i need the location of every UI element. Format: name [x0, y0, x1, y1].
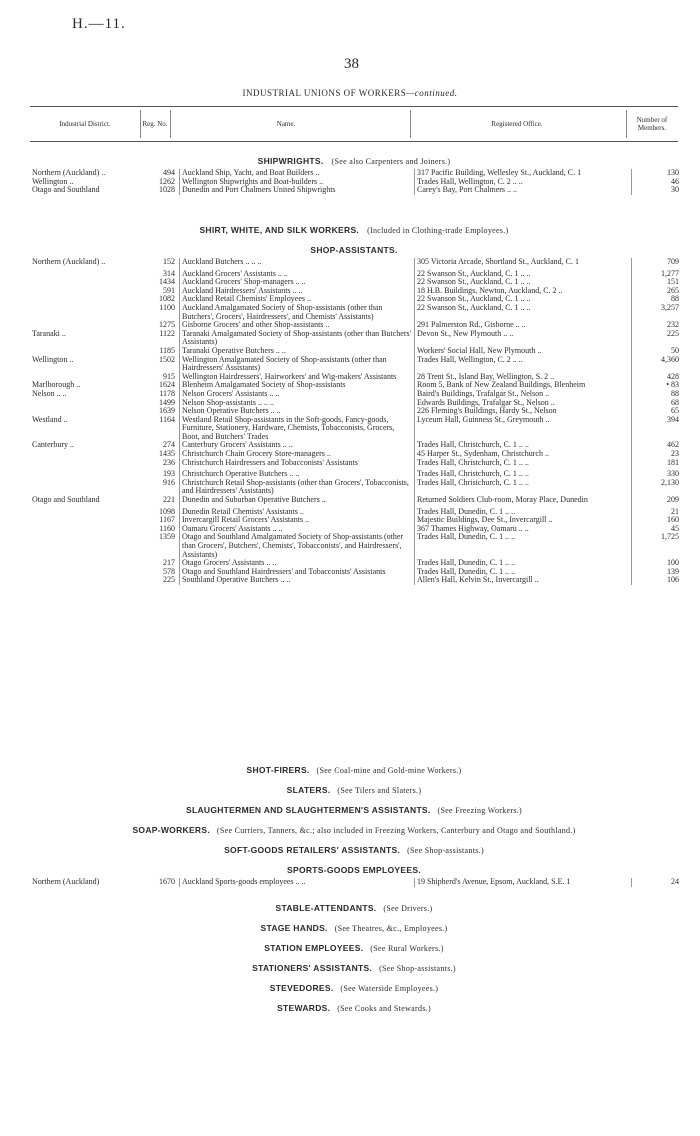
office-cell: 367 Thames Highway, Oamaru .. ..: [415, 525, 632, 534]
section-heading: SPORTS-GOODS EMPLOYEES.: [287, 865, 421, 875]
page-number: 38: [344, 56, 359, 72]
district-cell: Otago and Southland: [32, 495, 100, 505]
district-cell: Westland ..: [32, 414, 68, 424]
reg-no-cell: 916: [139, 479, 180, 496]
district-cell: Northern (Auckland): [32, 877, 100, 886]
office-cell: Trades Hall, Wellington, C. 2 .. ..: [415, 178, 632, 187]
table-row: [30, 304, 685, 321]
district-cell: Marlborough ..: [32, 380, 81, 390]
name-cell: Blenheim Amalgamated Society of Shop-assistants: [180, 381, 415, 390]
table-row: [30, 267, 685, 279]
reg-no-cell: 193: [139, 467, 180, 479]
office-cell: Workers' Social Hall, New Plymouth ..: [415, 347, 632, 356]
reg-no-cell: 1160: [139, 525, 180, 534]
members-cell: 2,130: [661, 477, 679, 487]
cross-reference: [30, 998, 678, 1018]
members-cell: 88: [671, 388, 679, 398]
members-cell: 21: [671, 506, 679, 516]
members-cell: 4,360: [661, 354, 679, 364]
cross-reference-heading: SLATERS.: [286, 785, 331, 795]
cross-reference-note: (See Shop-assistants.): [372, 964, 456, 973]
office-cell: Trades Hall, Christchurch, C. 1 .. ..: [415, 479, 632, 496]
cross-reference-heading: STATIONERS' ASSISTANTS.: [252, 963, 373, 973]
section-shirt-workers: [30, 222, 678, 238]
section-shipwrights: [30, 153, 678, 195]
members-cell: 709: [667, 257, 679, 266]
table-row: [30, 576, 685, 585]
reg-no-cell: 1499: [139, 399, 180, 408]
office-cell: Trades Hall, Dunedin, C. 1 .. ..: [415, 533, 632, 559]
section-see-note: (Included in Clothing-trade Employees.): [367, 226, 509, 235]
name-cell: Wellington Shipwrights and Boat-builders ..: [180, 178, 415, 187]
table-row: [30, 533, 685, 559]
name-cell: Wellington Hairdressers', Hairworkers' and Wig-makers' Assistants: [180, 373, 415, 382]
cross-reference-heading: STABLE-ATTENDANTS.: [275, 903, 377, 913]
reg-no-cell: 221: [139, 496, 180, 505]
office-cell: Baird's Buildings, Trafalgar St., Nelson ..: [415, 390, 632, 399]
office-cell: 22 Swanson St., Auckland, C. 1 .. ..: [415, 278, 632, 287]
table-row: [30, 373, 685, 382]
office-cell: 317 Pacific Building, Wellesley St., Auckland, C. 1: [415, 169, 632, 178]
reg-no-cell: 236: [139, 459, 180, 468]
cross-reference: [30, 780, 678, 800]
cross-reference-heading: SOFT-GOODS RETAILERS' ASSISTANTS.: [224, 845, 401, 855]
office-cell: Trades Hall, Wellington, C. 2 .. ..: [415, 356, 632, 373]
name-cell: Gisborne Grocers' and other Shop-assistants ..: [180, 321, 415, 330]
table-row: [30, 459, 685, 468]
district-cell: [30, 304, 139, 321]
reg-no-cell: 915: [139, 373, 180, 382]
reg-no-cell: 1502: [139, 356, 180, 373]
district-cell: [30, 559, 139, 568]
table-row: [30, 178, 685, 187]
office-cell: Returned Soldiers Club-room, Moray Place, Dunedin: [415, 496, 632, 505]
office-cell: Carey's Bay, Port Chalmers .. ..: [415, 186, 632, 195]
cross-reference: [30, 820, 678, 840]
column-district: Industrial District.: [59, 120, 111, 128]
district-cell: Taranaki ..: [32, 328, 66, 338]
district-cell: [30, 450, 139, 459]
office-cell: 22 Swanson St., Auckland, C. 1 .. ..: [415, 295, 632, 304]
office-cell: Trades Hall, Dunedin, C. 1 .. ..: [415, 568, 632, 577]
name-cell: Christchurch Hairdressers and Tobacconists' Assistants: [180, 459, 415, 468]
column-reg-no: Reg. No.: [142, 120, 168, 128]
members-cell: 30: [671, 185, 679, 195]
office-cell: Lyceum Hall, Guinness St., Greymouth ..: [415, 416, 632, 442]
name-cell: Invercargill Retail Grocers' Assistants ..: [180, 516, 415, 525]
table-row: [30, 416, 685, 442]
district-cell: [30, 525, 139, 534]
members-cell: 130: [667, 168, 679, 177]
name-cell: Christchurch Retail Shop-assistants (other than Grocers', Tobacconists, and Hairdressers' Assistants): [180, 479, 415, 496]
table-row: [30, 505, 685, 517]
office-cell: 291 Palmerston Rd., Gisborne .. ..: [415, 321, 632, 330]
cross-reference: [30, 800, 678, 820]
cross-reference-note: (See Rural Workers.): [363, 944, 444, 953]
office-cell: 19 Shipherd's Avenue, Epsom, Auckland, S.E. 1: [415, 878, 632, 887]
reg-no-cell: 1435: [139, 450, 180, 459]
members-cell: 68: [671, 397, 679, 407]
reg-no-cell: 1359: [139, 533, 180, 559]
members-cell: 50: [671, 345, 679, 355]
table-row: [30, 330, 685, 347]
name-cell: Auckland Butchers .. .. ..: [180, 258, 415, 267]
office-cell: 22 Swanson St., Auckland, C. 1 .. ..: [415, 267, 632, 279]
district-cell: Northern (Auckland) ..: [32, 168, 106, 177]
members-cell: 45: [671, 523, 679, 533]
district-cell: Canterbury ..: [32, 440, 74, 450]
shop-assistants-table: [30, 258, 685, 585]
cross-reference-heading: SOAP-WORKERS.: [132, 825, 211, 835]
cross-reference-list-2: [30, 898, 678, 1018]
office-cell: 45 Harper St., Sydenham, Christchurch ..: [415, 450, 632, 459]
office-cell: 28 Trent St., Island Bay, Wellington, S. 2 ..: [415, 373, 632, 382]
reg-no-cell: 225: [139, 576, 180, 585]
sports-goods-table: [30, 878, 685, 887]
page-title-suffix: —continued.: [406, 88, 458, 98]
reg-no-cell: 1028: [139, 186, 180, 195]
reg-no-cell: 1167: [139, 516, 180, 525]
district-cell: [30, 267, 139, 279]
table-row: [30, 169, 685, 178]
table-row: [30, 186, 685, 195]
reg-no-cell: 152: [139, 258, 180, 267]
section-heading-text: SHIRT, WHITE, AND SILK WORKERS.: [199, 225, 360, 235]
cross-reference-heading: SLAUGHTERMEN AND SLAUGHTERMEN'S ASSISTANTS.: [185, 805, 431, 815]
district-cell: [30, 459, 139, 468]
name-cell: Christchurch Operative Butchers .. ..: [180, 467, 415, 479]
district-cell: [30, 568, 139, 577]
cross-reference-heading: STEWARDS.: [277, 1003, 331, 1013]
table-row: [30, 479, 685, 496]
table-row: [30, 441, 685, 450]
table-row: [30, 287, 685, 296]
table-row: [30, 878, 685, 887]
cross-reference: [30, 958, 678, 978]
office-cell: 22 Swanson St., Auckland, C. 1 .. ..: [415, 304, 632, 321]
reg-no-cell: 1122: [139, 330, 180, 347]
table-row: [30, 258, 685, 267]
district-cell: Nelson .. ..: [32, 388, 67, 398]
members-cell: 65: [671, 406, 679, 416]
name-cell: Auckland Sports-goods employees .. ..: [180, 878, 415, 887]
table-row: [30, 516, 685, 525]
members-cell: 1,725: [661, 532, 679, 542]
office-cell: Room 5, Bank of New Zealand Buildings, Blenheim: [415, 381, 632, 390]
column-name: Name.: [276, 120, 296, 128]
table-row: [30, 399, 685, 408]
name-cell: Dunedin and Port Chalmers United Shipwrights: [180, 186, 415, 195]
cross-reference-list: [30, 760, 678, 860]
office-cell: Trades Hall, Christchurch, C. 1 .. ..: [415, 459, 632, 468]
table-row: [30, 381, 685, 390]
cross-reference: [30, 978, 678, 998]
office-cell: Trades Hall, Dunedin, C. 1 .. ..: [415, 559, 632, 568]
district-cell: [30, 287, 139, 296]
district-cell: [30, 533, 139, 559]
members-cell: 225: [667, 328, 679, 338]
section-shop-assistants: [30, 242, 678, 585]
reg-no-cell: 217: [139, 559, 180, 568]
name-cell: Auckland Ship, Yacht, and Boat Builders ..: [180, 169, 415, 178]
members-cell: 106: [667, 575, 679, 585]
members-cell: 1,277: [661, 268, 679, 278]
cross-reference-note: (See Curriers, Tanners, &c.; also included in Freezing Workers, Canterbury and Otago and Southland.): [210, 826, 576, 835]
members-cell: • 83: [666, 380, 679, 390]
members-cell: 23: [671, 449, 679, 459]
name-cell: Wellington Amalgamated Society of Shop-assistants (other than Hairdressers' Assistants): [180, 356, 415, 373]
cross-reference: [30, 898, 678, 918]
name-cell: Auckland Hairdressers' Assistants .. ..: [180, 287, 415, 296]
section-heading: SHOP-ASSISTANTS.: [310, 245, 398, 255]
office-cell: 226 Fleming's Buildings, Hardy St., Nelson: [415, 407, 632, 416]
members-cell: 24: [671, 877, 679, 886]
table-row: [30, 278, 685, 287]
reg-no-cell: 578: [139, 568, 180, 577]
name-cell: Otago Grocers' Assistants .. ..: [180, 559, 415, 568]
section-see-note: (See also Carpenters and Joiners.): [331, 157, 451, 166]
section-sports-goods: [30, 862, 678, 887]
section-heading-text: SHIPWRIGHTS.: [257, 156, 324, 166]
reg-no-cell: 591: [139, 287, 180, 296]
cross-reference-heading: STEVEDORES.: [269, 983, 334, 993]
cross-reference-note: (See Theatres, &c., Employees.): [327, 924, 448, 933]
reg-no-cell: 494: [139, 169, 180, 178]
name-cell: Nelson Grocers' Assistants .. ..: [180, 390, 415, 399]
table-row: [30, 496, 685, 505]
column-header: [30, 106, 678, 142]
reg-no-cell: 314: [139, 267, 180, 279]
members-cell: 394: [667, 414, 679, 424]
members-cell: 428: [667, 371, 679, 381]
cross-reference-heading: STAGE HANDS.: [260, 923, 328, 933]
page-title: [0, 88, 700, 98]
cross-reference-note: (See Cooks and Stewards.): [330, 1004, 431, 1013]
cross-reference-note: (See Shop-assistants.): [400, 846, 484, 855]
reg-no-cell: 1275: [139, 321, 180, 330]
district-cell: [30, 516, 139, 525]
cross-reference-note: (See Waterside Employees.): [333, 984, 439, 993]
members-cell: 181: [667, 457, 679, 467]
members-cell: 265: [667, 285, 679, 295]
name-cell: Nelson Operative Butchers .. ..: [180, 407, 415, 416]
cross-reference-heading: SHOT-FIRERS.: [246, 765, 310, 775]
office-cell: Trades Hall, Christchurch, C. 1 .. ..: [415, 441, 632, 450]
district-cell: [30, 505, 139, 517]
district-cell: Otago and Southland: [32, 185, 100, 195]
name-cell: Dunedin and Suburban Operative Butchers ..: [180, 496, 415, 505]
members-cell: 46: [671, 176, 679, 186]
name-cell: Oamaru Grocers' Assistants .. ..: [180, 525, 415, 534]
reg-no-cell: 1185: [139, 347, 180, 356]
reg-no-cell: 1434: [139, 278, 180, 287]
name-cell: Auckland Amalgamated Society of Shop-assistants (other than Butchers', Grocers', Hairdressers', and Chemists' Assistants): [180, 304, 415, 321]
cross-reference-note: (See Drivers.): [376, 904, 433, 913]
name-cell: Auckland Retail Chemists' Employees ..: [180, 295, 415, 304]
name-cell: Dunedin Retail Chemists' Assistants ..: [180, 505, 415, 517]
cross-reference-note: (See Tilers and Slaters.): [330, 786, 422, 795]
members-cell: 462: [667, 440, 679, 450]
reg-no-cell: 1100: [139, 304, 180, 321]
name-cell: Southland Operative Butchers .. ..: [180, 576, 415, 585]
members-cell: 100: [667, 558, 679, 568]
table-row: [30, 390, 685, 399]
district-cell: [30, 295, 139, 304]
cross-reference: [30, 918, 678, 938]
name-cell: Auckland Grocers' Shop-managers .. ..: [180, 278, 415, 287]
office-cell: 18 H.B. Buildings, Newton, Auckland, C. 2 ..: [415, 287, 632, 296]
cross-reference-heading: STATION EMPLOYEES.: [264, 943, 364, 953]
reg-no-cell: 1098: [139, 505, 180, 517]
office-cell: Trades Hall, Dunedin, C. 1 .. ..: [415, 505, 632, 517]
page-title-text: INDUSTRIAL UNIONS OF WORKERS: [242, 88, 407, 98]
reg-no-cell: 1639: [139, 407, 180, 416]
members-cell: 160: [667, 515, 679, 525]
name-cell: Taranaki Amalgamated Society of Shop-assistants (other than Butchers' Assistants): [180, 330, 415, 347]
district-cell: [30, 399, 139, 408]
reg-no-cell: 1624: [139, 381, 180, 390]
office-cell: 305 Victoria Arcade, Shortland St., Auckland, C. 1: [415, 258, 632, 267]
members-cell: 232: [667, 320, 679, 330]
column-members: Number of Members.: [636, 116, 668, 132]
name-cell: Nelson Shop-assistants .. .. ..: [180, 399, 415, 408]
members-cell: 330: [667, 469, 679, 479]
reg-no-cell: 1082: [139, 295, 180, 304]
cross-reference: [30, 760, 678, 780]
district-cell: Northern (Auckland) ..: [32, 257, 106, 266]
document-reference: H.—11.: [72, 16, 126, 32]
district-cell: [30, 278, 139, 287]
reg-no-cell: 1670: [139, 878, 180, 887]
office-cell: Allen's Hall, Kelvin St., Invercargill ..: [415, 576, 632, 585]
district-cell: [30, 479, 139, 496]
reg-no-cell: 1178: [139, 390, 180, 399]
office-cell: Trades Hall, Christchurch, C. 1 .. ..: [415, 467, 632, 479]
reg-no-cell: 1164: [139, 416, 180, 442]
section-heading: [30, 222, 678, 238]
name-cell: Otago and Southland Amalgamated Society of Shop-assistants (other than Grocers', Butchers', Chemists', Tobacconists', and Hairdressers', Assistants): [180, 533, 415, 559]
members-cell: 139: [667, 566, 679, 576]
district-cell: Wellington ..: [32, 176, 74, 186]
name-cell: Canterbury Grocers' Assistants .. ..: [180, 441, 415, 450]
members-cell: 209: [667, 495, 679, 505]
district-cell: Wellington ..: [32, 354, 74, 364]
office-cell: Edwards Buildings, Trafalgar St., Nelson ..: [415, 399, 632, 408]
cross-reference: [30, 938, 678, 958]
members-cell: 151: [667, 277, 679, 287]
name-cell: Taranaki Operative Butchers .. ..: [180, 347, 415, 356]
name-cell: Auckland Grocers' Assistants .. ..: [180, 267, 415, 279]
table-row: [30, 568, 685, 577]
name-cell: Otago and Southland Hairdressers' and Tobacconists' Assistants: [180, 568, 415, 577]
name-cell: Westland Retail Shop-assistants in the Soft-goods, Fancy-goods, Furniture, Stationery, Hardware, Chemists, Tobacconists, Grocers, Boot, and Butchers' Trades: [180, 416, 415, 442]
members-cell: 88: [671, 294, 679, 304]
members-cell: 3,257: [661, 302, 679, 312]
reg-no-cell: 274: [139, 441, 180, 450]
cross-reference-note: (See Freezing Workers.): [430, 806, 523, 815]
district-cell: [30, 467, 139, 479]
column-registered-office: Registered Office.: [491, 120, 543, 128]
district-cell: [30, 576, 139, 585]
shipwrights-table: [30, 169, 685, 195]
section-heading: [30, 153, 678, 169]
office-cell: Majestic Buildings, Dee St., Invercargill ..: [415, 516, 632, 525]
reg-no-cell: 1262: [139, 178, 180, 187]
office-cell: Devon St., New Plymouth .. ..: [415, 330, 632, 347]
table-row: [30, 356, 685, 373]
cross-reference-note: (See Coal-mine and Gold-mine Workers.): [309, 766, 462, 775]
cross-reference: [30, 840, 678, 860]
name-cell: Christchurch Chain Grocery Store-managers ..: [180, 450, 415, 459]
